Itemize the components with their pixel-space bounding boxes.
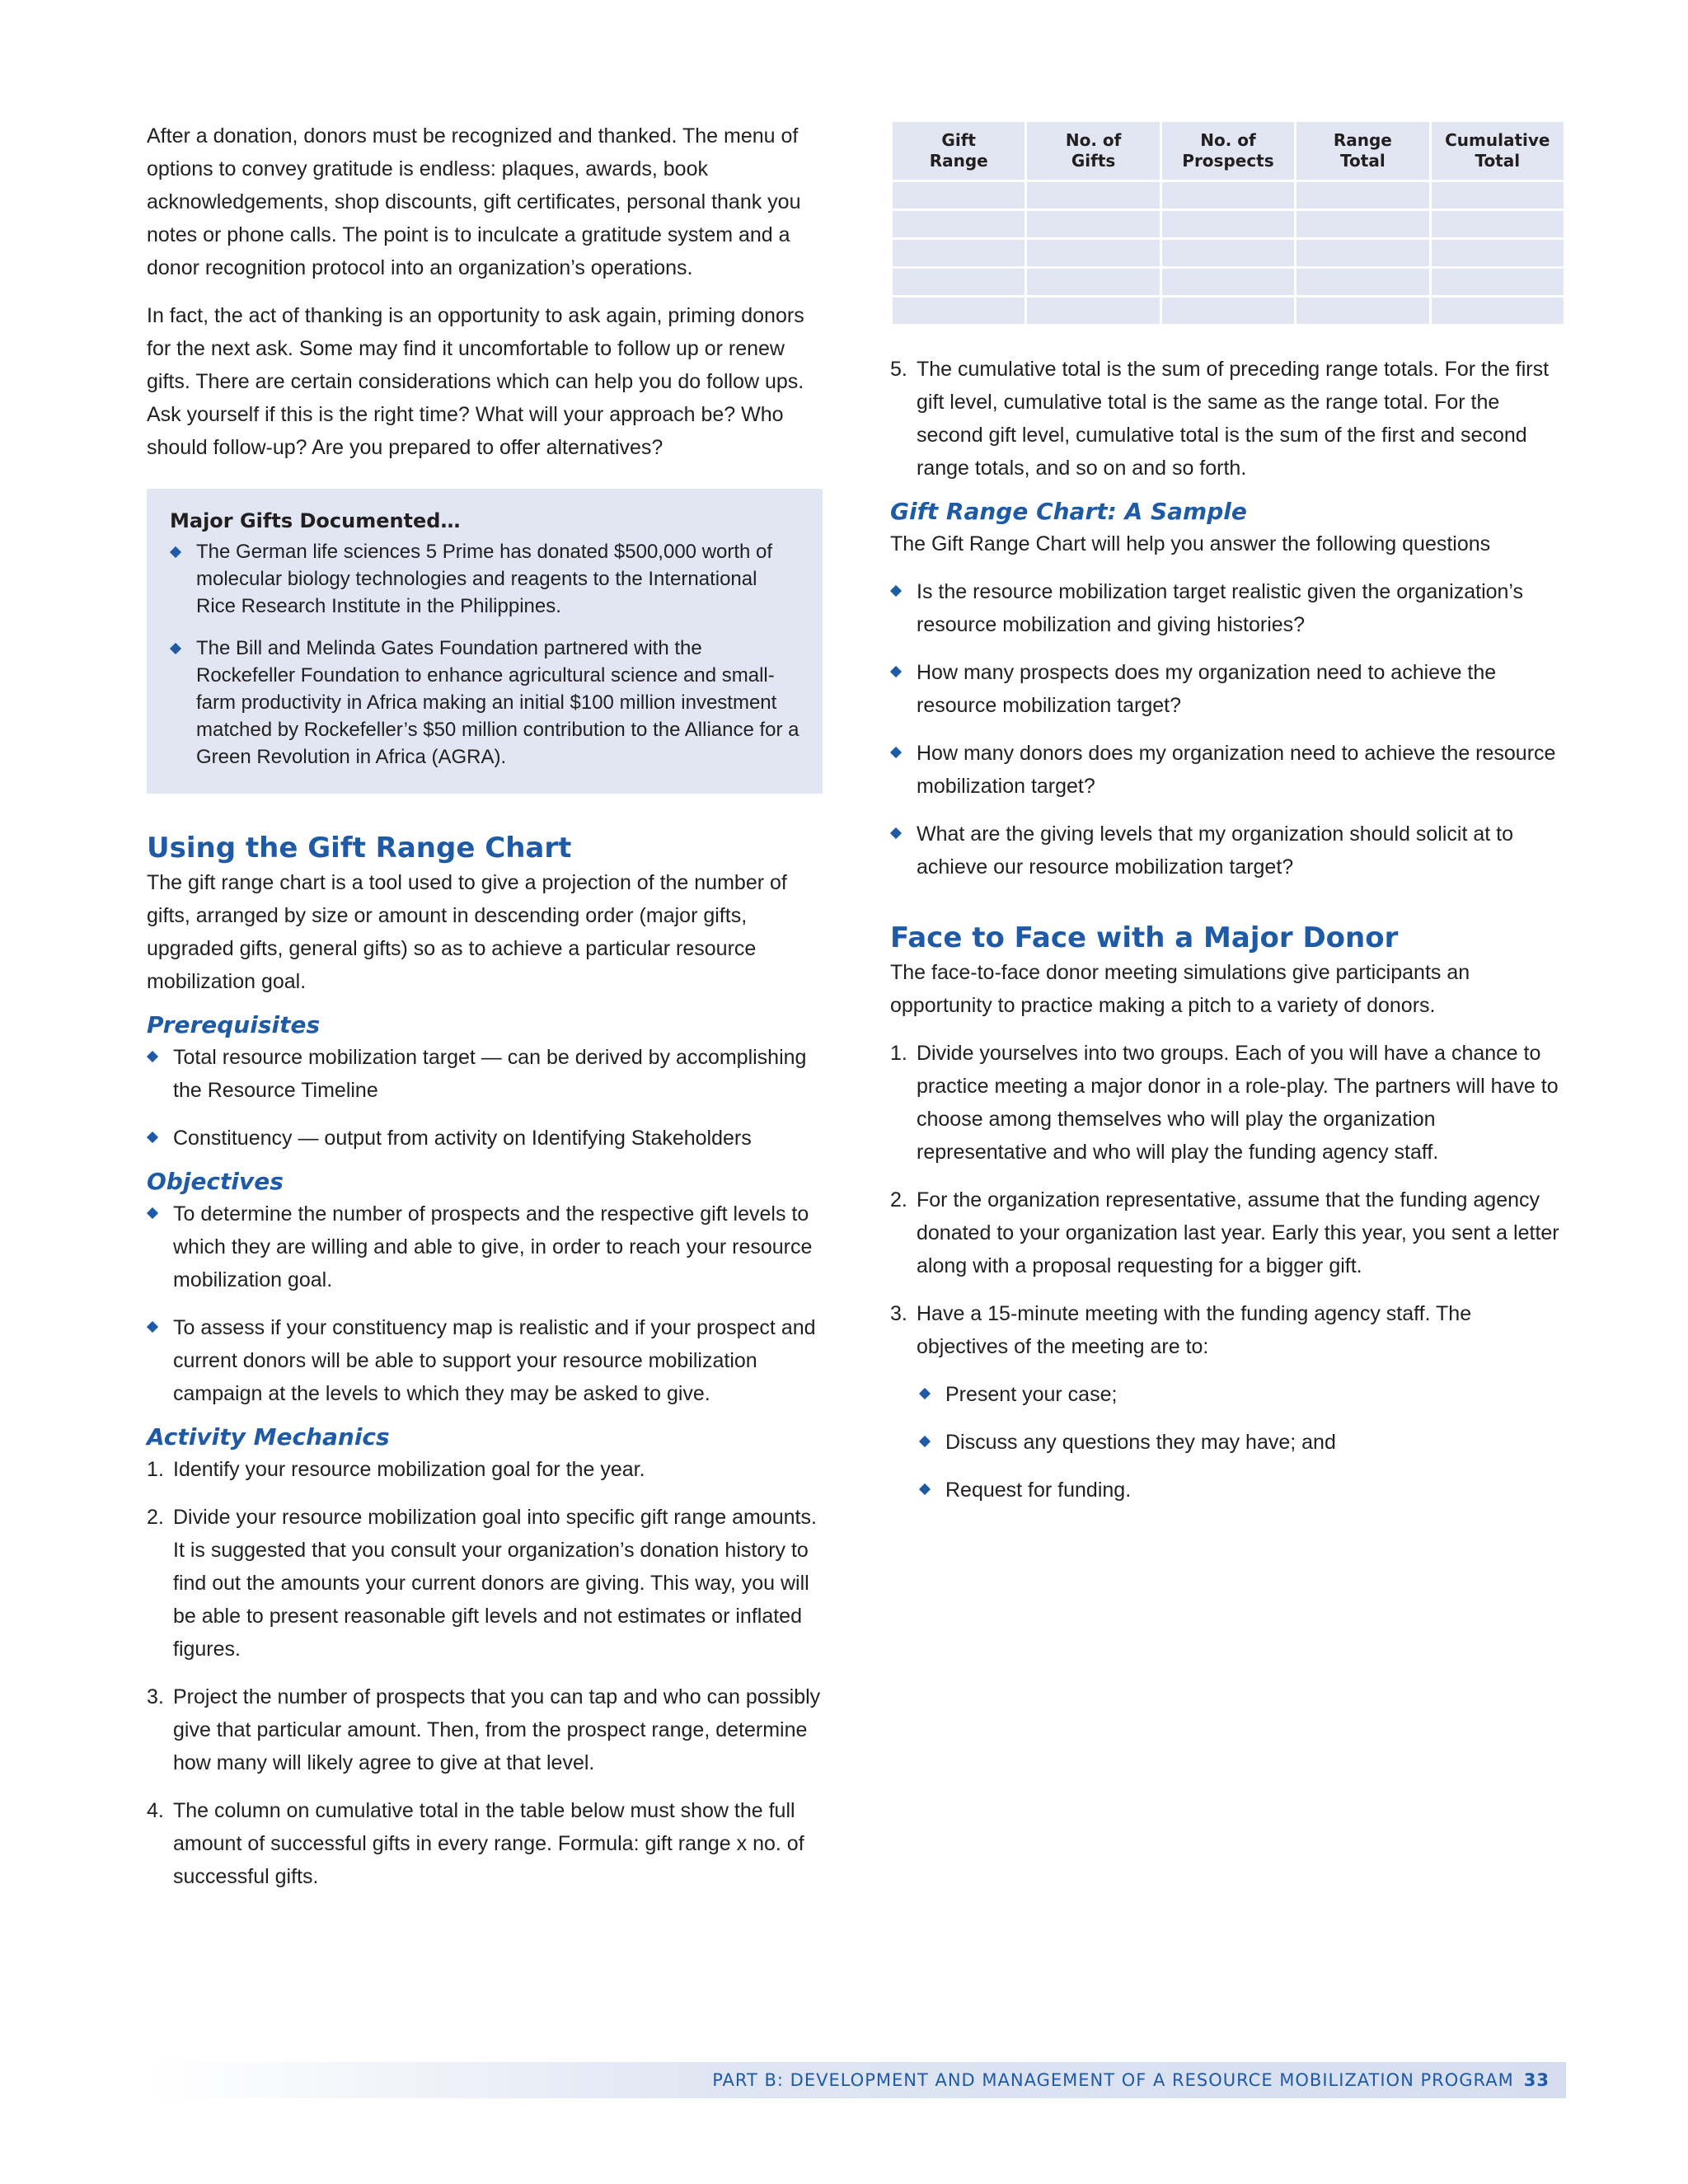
table-cell: [892, 239, 1026, 268]
table-cell: [892, 210, 1026, 239]
table-cell: [1026, 210, 1160, 239]
list-item: What are the giving levels that my organization should solicit at to achieve our resource mobilization target?: [890, 818, 1566, 883]
item-5-list: [890, 353, 1566, 485]
numbered-item: 5. The cumulative total is the sum of preceding range totals. For the first gift level, cumulative total is the same as the range total. For the second gift level, cumulative total is the sum of the first and second range totals, and so on and so forth.: [890, 358, 1550, 480]
callout-item: The German life sciences 5 Prime has donated $500,000 worth of molecular biology technologies and reagents to the International Rice Research Institute in the Philippines.: [170, 538, 799, 620]
table-cell: [1296, 268, 1430, 297]
table-cell: [1296, 210, 1430, 239]
face-to-face-list: [890, 1037, 1566, 1363]
diamond-bullet-icon: [147, 1051, 158, 1062]
header-no-of-gifts: No. of Gifts: [1026, 121, 1160, 181]
major-gifts-callout: [147, 489, 823, 794]
table-cell: [1026, 181, 1160, 210]
diamond-bullet-icon: [170, 546, 181, 558]
table-cell: [1026, 239, 1160, 268]
table-cell: [1160, 210, 1295, 239]
sample-intro: The Gift Range Chart will help you answer the following questions: [890, 532, 1491, 555]
diamond-bullet-icon: [147, 1207, 158, 1219]
table-cell: [1430, 268, 1564, 297]
list-item: How many donors does my organization need to achieve the resource mobilization target?: [890, 737, 1566, 803]
activity-mechanics-heading: Activity Mechanics: [147, 1423, 390, 1451]
table-cell: [1160, 181, 1295, 210]
callout-item: The Bill and Melinda Gates Foundation partnered with the Rockefeller Foundation to enhance agricultural science and small-farm productivity in Africa making an initial $100 million investment matched by Rockefeller’s $50 million contribution to the Alliance for a Green Revolution in Africa (AGRA).: [170, 635, 799, 771]
table-header-row: [892, 121, 1565, 181]
table-cell: [1430, 210, 1564, 239]
diamond-bullet-icon: [147, 1321, 158, 1333]
callout-list: [170, 538, 799, 771]
section-heading: Using the Gift Range Chart: [147, 832, 572, 865]
table-row: [892, 181, 1565, 210]
list-item: How many prospects does my organization need to achieve the resource mobilization target?: [890, 656, 1566, 722]
list-item: Is the resource mobilization target realistic given the organization’s resource mobilization and giving histories?: [890, 575, 1566, 641]
table-cell: [1296, 297, 1430, 326]
table-row: [892, 239, 1565, 268]
diamond-bullet-icon: [890, 666, 902, 677]
left-column: [147, 120, 823, 1893]
footer-text: [712, 2062, 1550, 2098]
gift-range-table: [890, 120, 1566, 326]
intro-paragraph-1: After a donation, donors must be recognized and thanked. The menu of options to convey gratitude is endless: plaques, awards, book acknowledgements, shop discounts, gift certificates, personal thank you notes or phone calls. The point is to inculcate a gratitude system and a donor recognition protocol into an organization’s operations.: [147, 124, 801, 279]
table-row: [892, 297, 1565, 326]
table-row: [892, 210, 1565, 239]
numbered-item: 2. Divide your resource mobilization goal into specific gift range amounts. It is suggested that you consult your organization’s donation history to find out the amounts your current donors are giving. This way, you will be able to present reasonable gift levels and not estimates or inflated figures.: [147, 1506, 817, 1661]
page-footer: [147, 2062, 1566, 2098]
diamond-bullet-icon: [919, 1388, 931, 1399]
table-cell: [1430, 181, 1564, 210]
table-cell: [1296, 181, 1430, 210]
page-number: 33: [1523, 2070, 1550, 2090]
table-cell: [1160, 268, 1295, 297]
intro-paragraph-2: In fact, the act of thanking is an opportunity to ask again, priming donors for the next ask. Some may find it uncomfortable to follow up or renew gifts. There are certain considerations which can help you do follow ups. Ask yourself if this is the right time? What will your approach be? Who should follow-up? Are you prepared to offer alternatives?: [147, 304, 804, 459]
mechanics-list: [147, 1453, 823, 1893]
right-column: [890, 120, 1566, 1507]
list-item: Request for funding.: [919, 1474, 1566, 1507]
callout-title: Major Gifts Documented…: [170, 509, 461, 532]
face-to-face-intro: The face-to-face donor meeting simulations give participants an opportunity to practice making a pitch to a variety of donors.: [890, 961, 1470, 1017]
list-item: To assess if your constituency map is realistic and if your prospect and current donors will be able to support your resource mobilization campaign at the levels to which they may be asked to give.: [147, 1311, 823, 1410]
list-item: Constituency — output from activity on Identifying Stakeholders: [147, 1122, 823, 1155]
header-gift-range: Gift Range: [892, 121, 1026, 181]
diamond-bullet-icon: [919, 1483, 931, 1495]
numbered-item: 2. For the organization representative, assume that the funding agency donated to your organization last year. Early this year, you sent a letter along with a proposal requesting for a bigger gift.: [890, 1188, 1559, 1277]
diamond-bullet-icon: [890, 747, 902, 758]
diamond-bullet-icon: [890, 827, 902, 839]
gift-table-body: [892, 181, 1565, 326]
list-item: Total resource mobilization target — can be derived by accomplishing the Resource Timeline: [147, 1041, 823, 1107]
table-cell: [1430, 297, 1564, 326]
table-cell: [892, 297, 1026, 326]
diamond-bullet-icon: [890, 585, 902, 597]
header-range-total: Range Total: [1296, 121, 1430, 181]
face-to-face-heading: Face to Face with a Major Donor: [890, 921, 1399, 954]
numbered-item: 3. Project the number of prospects that you can tap and who can possibly give that particular amount. Then, from the prospect range, determine how many will likely agree to give at that level.: [147, 1685, 821, 1774]
diamond-bullet-icon: [147, 1132, 158, 1143]
table-cell: [1296, 239, 1430, 268]
numbered-item: 1. Divide yourselves into two groups. Each of you will have a chance to practice meeting a major donor in a role-play. The partners will have to choose among themselves who will play the organization representative and who will play the funding agency staff.: [890, 1042, 1559, 1164]
list-item: Discuss any questions they may have; and: [919, 1426, 1566, 1459]
footer-section-title: PART B: DEVELOPMENT AND MANAGEMENT OF A RESOURCE MOBILIZATION PROGRAM: [712, 2070, 1514, 2090]
header-no-of-prospects: No. of Prospects: [1160, 121, 1295, 181]
diamond-bullet-icon: [170, 643, 181, 654]
sample-questions-list: [890, 575, 1566, 883]
numbered-item: 3. Have a 15-minute meeting with the funding agency staff. The objectives of the meeting are to:: [890, 1302, 1472, 1358]
list-item: Present your case;: [919, 1378, 1566, 1411]
table-cell: [1430, 239, 1564, 268]
table-cell: [1160, 239, 1295, 268]
table-cell: [1026, 297, 1160, 326]
sample-heading: Gift Range Chart: A Sample: [890, 498, 1247, 525]
table-cell: [892, 181, 1026, 210]
table-cell: [1160, 297, 1295, 326]
objectives-list: [147, 1197, 823, 1410]
table-row: [892, 268, 1565, 297]
prerequisites-list: [147, 1041, 823, 1155]
objectives-heading: Objectives: [147, 1168, 284, 1195]
section-intro: The gift range chart is a tool used to give a projection of the number of gifts, arranged by size or amount in descending order (major gifts, upgraded gifts, general gifts) so as to achieve a particular resource mobilization goal.: [147, 871, 787, 993]
table-cell: [1026, 268, 1160, 297]
diamond-bullet-icon: [919, 1436, 931, 1447]
header-cumulative-total: Cumulative Total: [1430, 121, 1564, 181]
table-cell: [892, 268, 1026, 297]
numbered-item: 1. Identify your resource mobilization goal for the year.: [147, 1458, 645, 1481]
list-item: To determine the number of prospects and the respective gift levels to which they are willing and able to give, in order to reach your resource mobilization goal.: [147, 1197, 823, 1296]
prerequisites-heading: Prerequisites: [147, 1011, 321, 1038]
numbered-item: 4. The column on cumulative total in the table below must show the full amount of successful gifts in every range. Formula: gift range x no. of successful gifts.: [147, 1799, 804, 1888]
meeting-objectives-list: [919, 1378, 1566, 1507]
